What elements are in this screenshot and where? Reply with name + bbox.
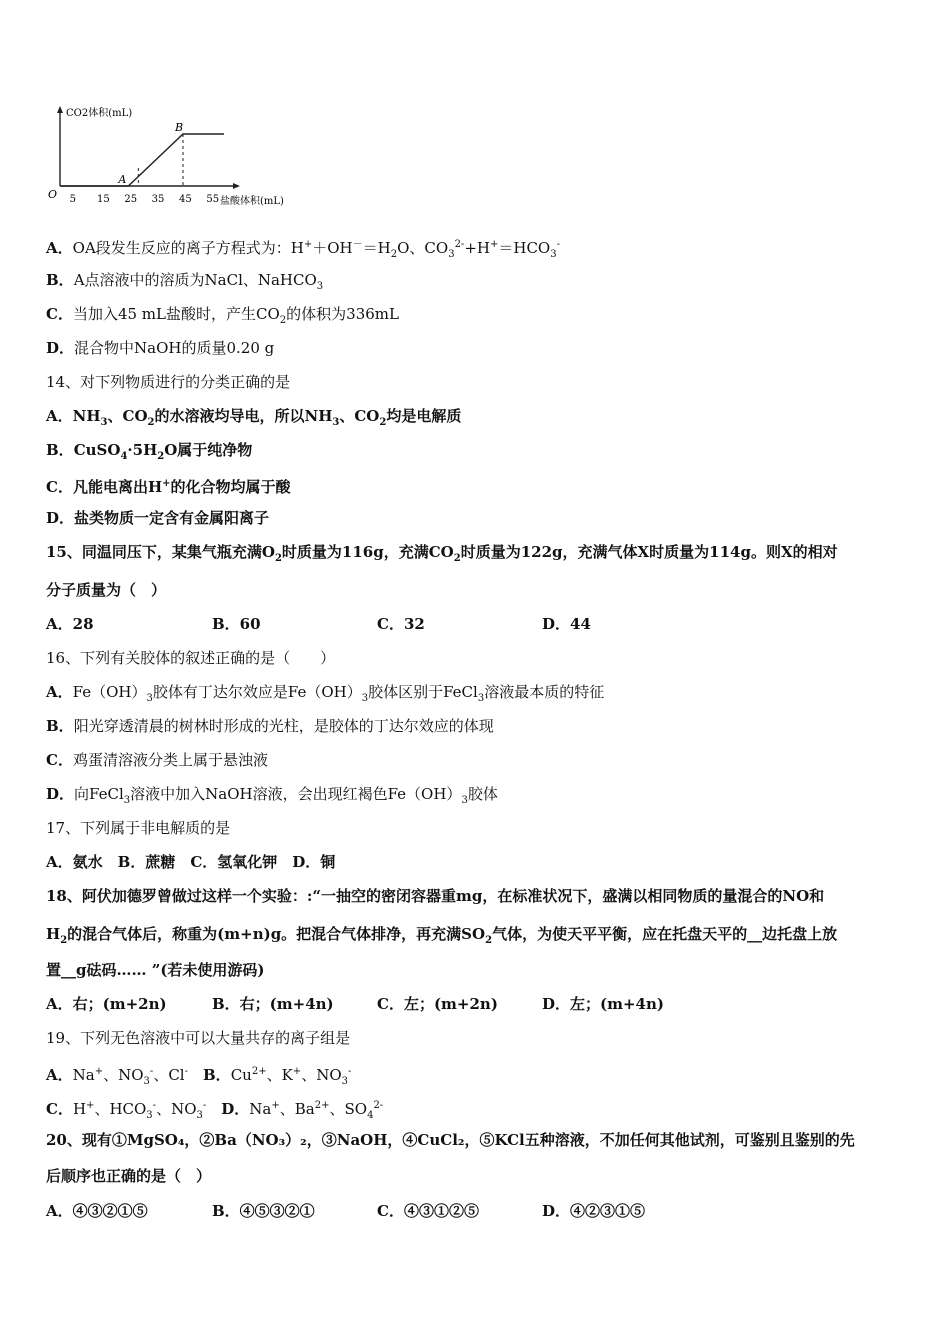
q20-stem-line1: 20、现有①MgSO₄，②Ba（NO₃）₂，③NaOH，④CuCl₂，⑤KCl五种溶液，不加任何其他试剂，可鉴别且鉴别的先 — [46, 1131, 855, 1149]
x-tick-label-35: 35 — [151, 194, 165, 205]
q15-option-d: D．44 — [542, 615, 591, 633]
q14-stem: 14、对下列物质进行的分类正确的是 — [46, 373, 291, 391]
x-axis-label: 盐酸体积(mL) — [220, 196, 284, 207]
point-label-b: B — [175, 121, 184, 134]
q18-option-a: A．右；(m+2n) — [46, 995, 167, 1013]
q16-option-c: C．鸡蛋清溶液分类上属于悬浊液 — [46, 751, 268, 769]
q15-option-b: B．60 — [212, 615, 261, 633]
q13-option-c: C．当加入45 mL盐酸时，产生$CO_2$的体积为336mL — [46, 305, 399, 326]
q20-option-b: B．④⑤③②① — [212, 1202, 315, 1220]
q16-option-b: B．阳光穿透清晨的树林时形成的光柱，是胶体的丁达尔效应的体现 — [46, 717, 494, 735]
q19-options-cd: C．H+、$HCO_3^-$、$NO_3^-$ D．Na+、$Ba^{2+}$、$SO_4^{2-}$ — [46, 1100, 384, 1121]
q17-stem: 17、下列属于非电解质的是 — [46, 819, 231, 837]
q20-option-a: A．④③②①⑤ — [46, 1202, 148, 1220]
origin-label: O — [48, 188, 58, 201]
x-tick-label-25: 25 — [124, 194, 138, 205]
q13-option-b: B．A点溶液中的溶质为NaCl、NaHCO$_3$ — [46, 271, 324, 292]
q15-option-a: A．28 — [46, 615, 94, 633]
q14-option-a: A．$NH_3$、$CO_2$的水溶液均导电，所以$NH_3$、$CO_2$均是电解质 — [46, 407, 462, 428]
q19-options-ab: A．Na+、$NO_3^-$、Cl- B．$Cu^{2+}$、K+、$NO_3^-$ — [46, 1066, 352, 1087]
x-axis-arrow — [233, 183, 240, 189]
q15-option-c: C．32 — [377, 615, 425, 633]
q13-option-d: D．混合物中NaOH的质量0.20 g — [46, 339, 275, 357]
q19-stem: 19、下列无色溶液中可以大量共存的离子组是 — [46, 1029, 351, 1047]
q16-stem: 16、下列有关胶体的叙述正确的是（ ） — [46, 649, 336, 667]
q15-stem-line2: 分子质量为（ ） — [46, 581, 167, 599]
q18-stem-line3: 置__g砝码…… ”(若未使用游码) — [46, 961, 265, 979]
q15-stem-line1: 15、同温同压下，某集气瓶充满$O_2$时质量为116g，充满$CO_2$时质量为122g，充满气体X时质量为114g。则X的相对 — [46, 543, 838, 564]
q14-option-b: B．$CuSO_4\cdot 5H_2O$属于纯净物 — [46, 441, 253, 462]
q14-option-c: C．凡能电离出H+的化合物均属于酸 — [46, 478, 291, 496]
y-axis-label: CO2体积(mL) — [66, 108, 133, 119]
q18-stem-line2: $H_2$的混合气体后，称重为(m+n)g。把混合气体排净，再充满$SO_2$气体，为使天平平衡，应在托盘天平的__边托盘上放 — [46, 925, 838, 946]
q13-option-a: A．OA段发生反应的离子方程式为：$H^++OH^-=H_2O$、$CO_3^{2-}+H^+=HCO_3^-$ — [46, 239, 560, 260]
q18-option-d: D．左；(m+4n) — [542, 995, 664, 1013]
point-label-a: A — [118, 173, 127, 186]
x-tick-label-45: 45 — [179, 194, 192, 205]
q18-stem-line1: 18、阿伏加德罗曾做过这样一个实验：:“一抽空的密闭容器重mg，在标准状况下，盛满以相同物质的量混合的NO和 — [46, 887, 825, 905]
co2-series-line — [60, 134, 224, 186]
x-tick-label-55: 55 — [206, 194, 220, 205]
q20-option-c: C．④③①②⑤ — [377, 1202, 479, 1220]
q14-option-d: D．盐类物质一定含有金属阳离子 — [46, 509, 270, 527]
q18-option-c: C．左；(m+2n) — [377, 995, 498, 1013]
q16-option-a: A．$Fe(OH)_3$胶体有丁达尔效应是$Fe(OH)_3$胶体区别于FeCl$_3$溶液最本质的特征 — [46, 683, 605, 704]
q20-stem-line2: 后顺序也正确的是（ ） — [46, 1167, 212, 1185]
q20-option-d: D．④②③①⑤ — [542, 1202, 646, 1220]
x-tick-label-5: 5 — [69, 194, 77, 205]
q17-options: A．氨水 B．蔗糖 C．氢氧化钾 D．铜 — [46, 853, 336, 871]
y-axis-arrow — [57, 106, 63, 113]
co2-volume-chart — [44, 100, 284, 212]
x-tick-label-15: 15 — [97, 194, 110, 205]
q16-option-d: D．向FeCl$_3$溶液中加入NaOH溶液，会出现红褐色$Fe(OH)_3$胶体 — [46, 785, 498, 806]
q18-option-b: B．右；(m+4n) — [212, 995, 334, 1013]
x-tick-labels — [70, 194, 219, 205]
